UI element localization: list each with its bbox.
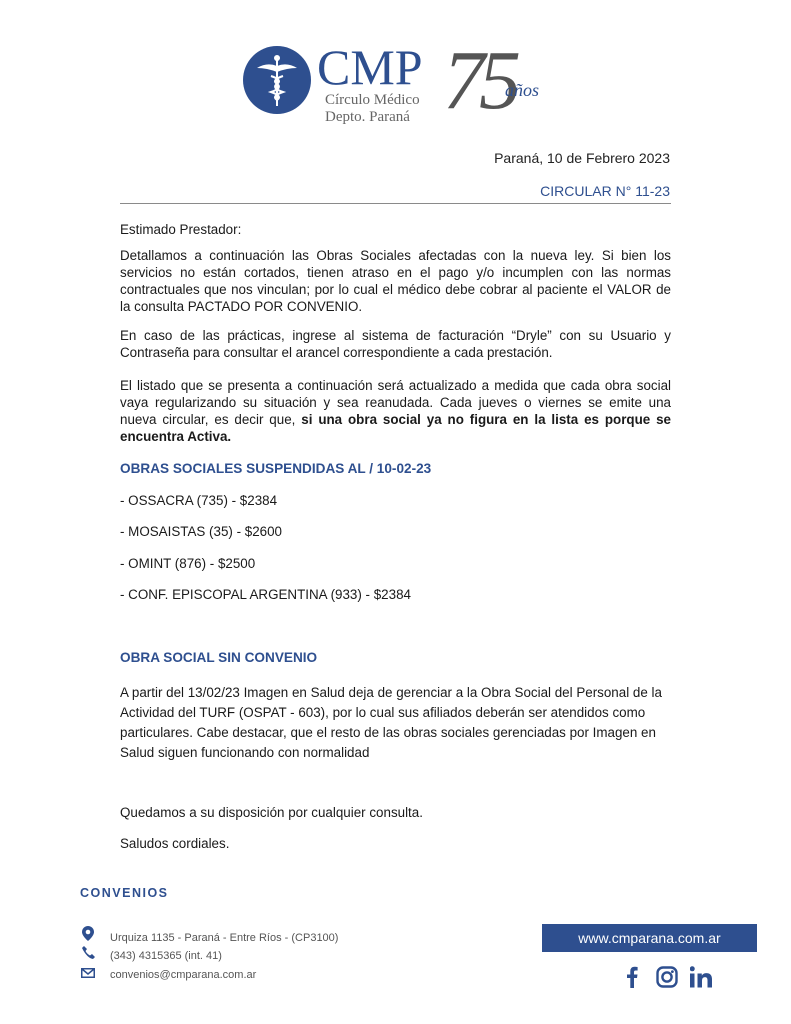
suspended-item: - MOSAISTAS (35) - $2600 (120, 524, 282, 539)
greeting: Estimado Prestador: (120, 222, 242, 237)
cmp-logo (243, 34, 553, 128)
anniversary-word: años (505, 80, 540, 100)
mail-icon (80, 966, 96, 981)
paragraph-practices: En caso de las prácticas, ingrese al sistema de facturación “Dryle” con su Usuario y Contraseña para consultar el arancel correspondiente a cada prestación. (120, 328, 671, 360)
document-date: Paraná, 10 de Febrero 2023 (494, 150, 670, 166)
suspended-item: - OMINT (876) - $2500 (120, 556, 256, 571)
location-icon (80, 926, 96, 944)
paragraph-listing-emphasis: si una obra social ya no figura en la lista es porque se encuentra Activa. (120, 412, 671, 444)
footer-email-link[interactable]: convenios@cmparana.com.ar (110, 969, 257, 981)
paragraph-listing (120, 377, 671, 445)
circular-number: CIRCULAR N° 11-23 (540, 183, 670, 199)
website-link[interactable]: www.cmparana.com.ar (542, 924, 757, 952)
no-convenio-text: A partir del 13/02/23 Imagen en Salud deja de gerenciar a la Obra Social del Personal de la Actividad del TURF (OSPAT - 603), por lo cual sus afiliados deberán ser atendidos como particulares. Cabe destacar, que el resto de las obras sociales gerenciadas por Imagen en Salud siguen funcionando con normalidad (120, 685, 662, 760)
logo-brand: CMP (317, 39, 423, 95)
instagram-icon[interactable] (656, 966, 678, 994)
facebook-icon[interactable] (626, 966, 638, 994)
footer-phone-row (80, 946, 222, 962)
no-convenio-heading: OBRA SOCIAL SIN CONVENIO (120, 650, 318, 665)
footer-address: Urquiza 1135 - Paraná - Entre Ríos - (CP3100) (110, 932, 339, 944)
caduceus-emblem-icon (243, 46, 311, 114)
suspended-item: - OSSACRA (735) - $2384 (120, 493, 278, 508)
footer-phone: (343) 4315365 (int. 41) (110, 950, 222, 962)
linkedin-icon[interactable] (690, 966, 712, 994)
footer-title: CONVENIOS (80, 886, 169, 900)
closing-line: Quedamos a su disposición por cualquier consulta. (120, 805, 423, 820)
paragraph-intro: Detallamos a continuación las Obras Sociales afectadas con la nueva ley. Si bien los servicios no están cortados, tienen atraso en el pago y/o incumplen con las normas contractuales que nos vinculan; por lo cual el médico debe cobrar al paciente el VALOR de la consulta PACTADO POR CONVENIO. (120, 248, 671, 314)
logo-line2: Depto. Paraná (325, 109, 410, 125)
footer-email-row (80, 966, 256, 981)
header-divider (120, 203, 671, 204)
footer-address-row (80, 926, 338, 944)
paragraph-listing-text: El listado que se presenta a continuación será actualizado a medida que cada obra social vaya regularizando su situación y sea reanudada. Cada jueves o viernes se emite una nueva circular, es decir que, (120, 378, 671, 427)
suspended-heading: OBRAS SOCIALES SUSPENDIDAS AL / 10-02-23 (120, 461, 432, 476)
logo-line1: Círculo Médico (325, 92, 420, 108)
anniversary-number: 75 (443, 34, 515, 127)
phone-icon (80, 946, 96, 962)
suspended-item: - CONF. EPISCOPAL ARGENTINA (933) - $2384 (120, 587, 411, 602)
closing-salutation: Saludos cordiales. (120, 836, 230, 851)
